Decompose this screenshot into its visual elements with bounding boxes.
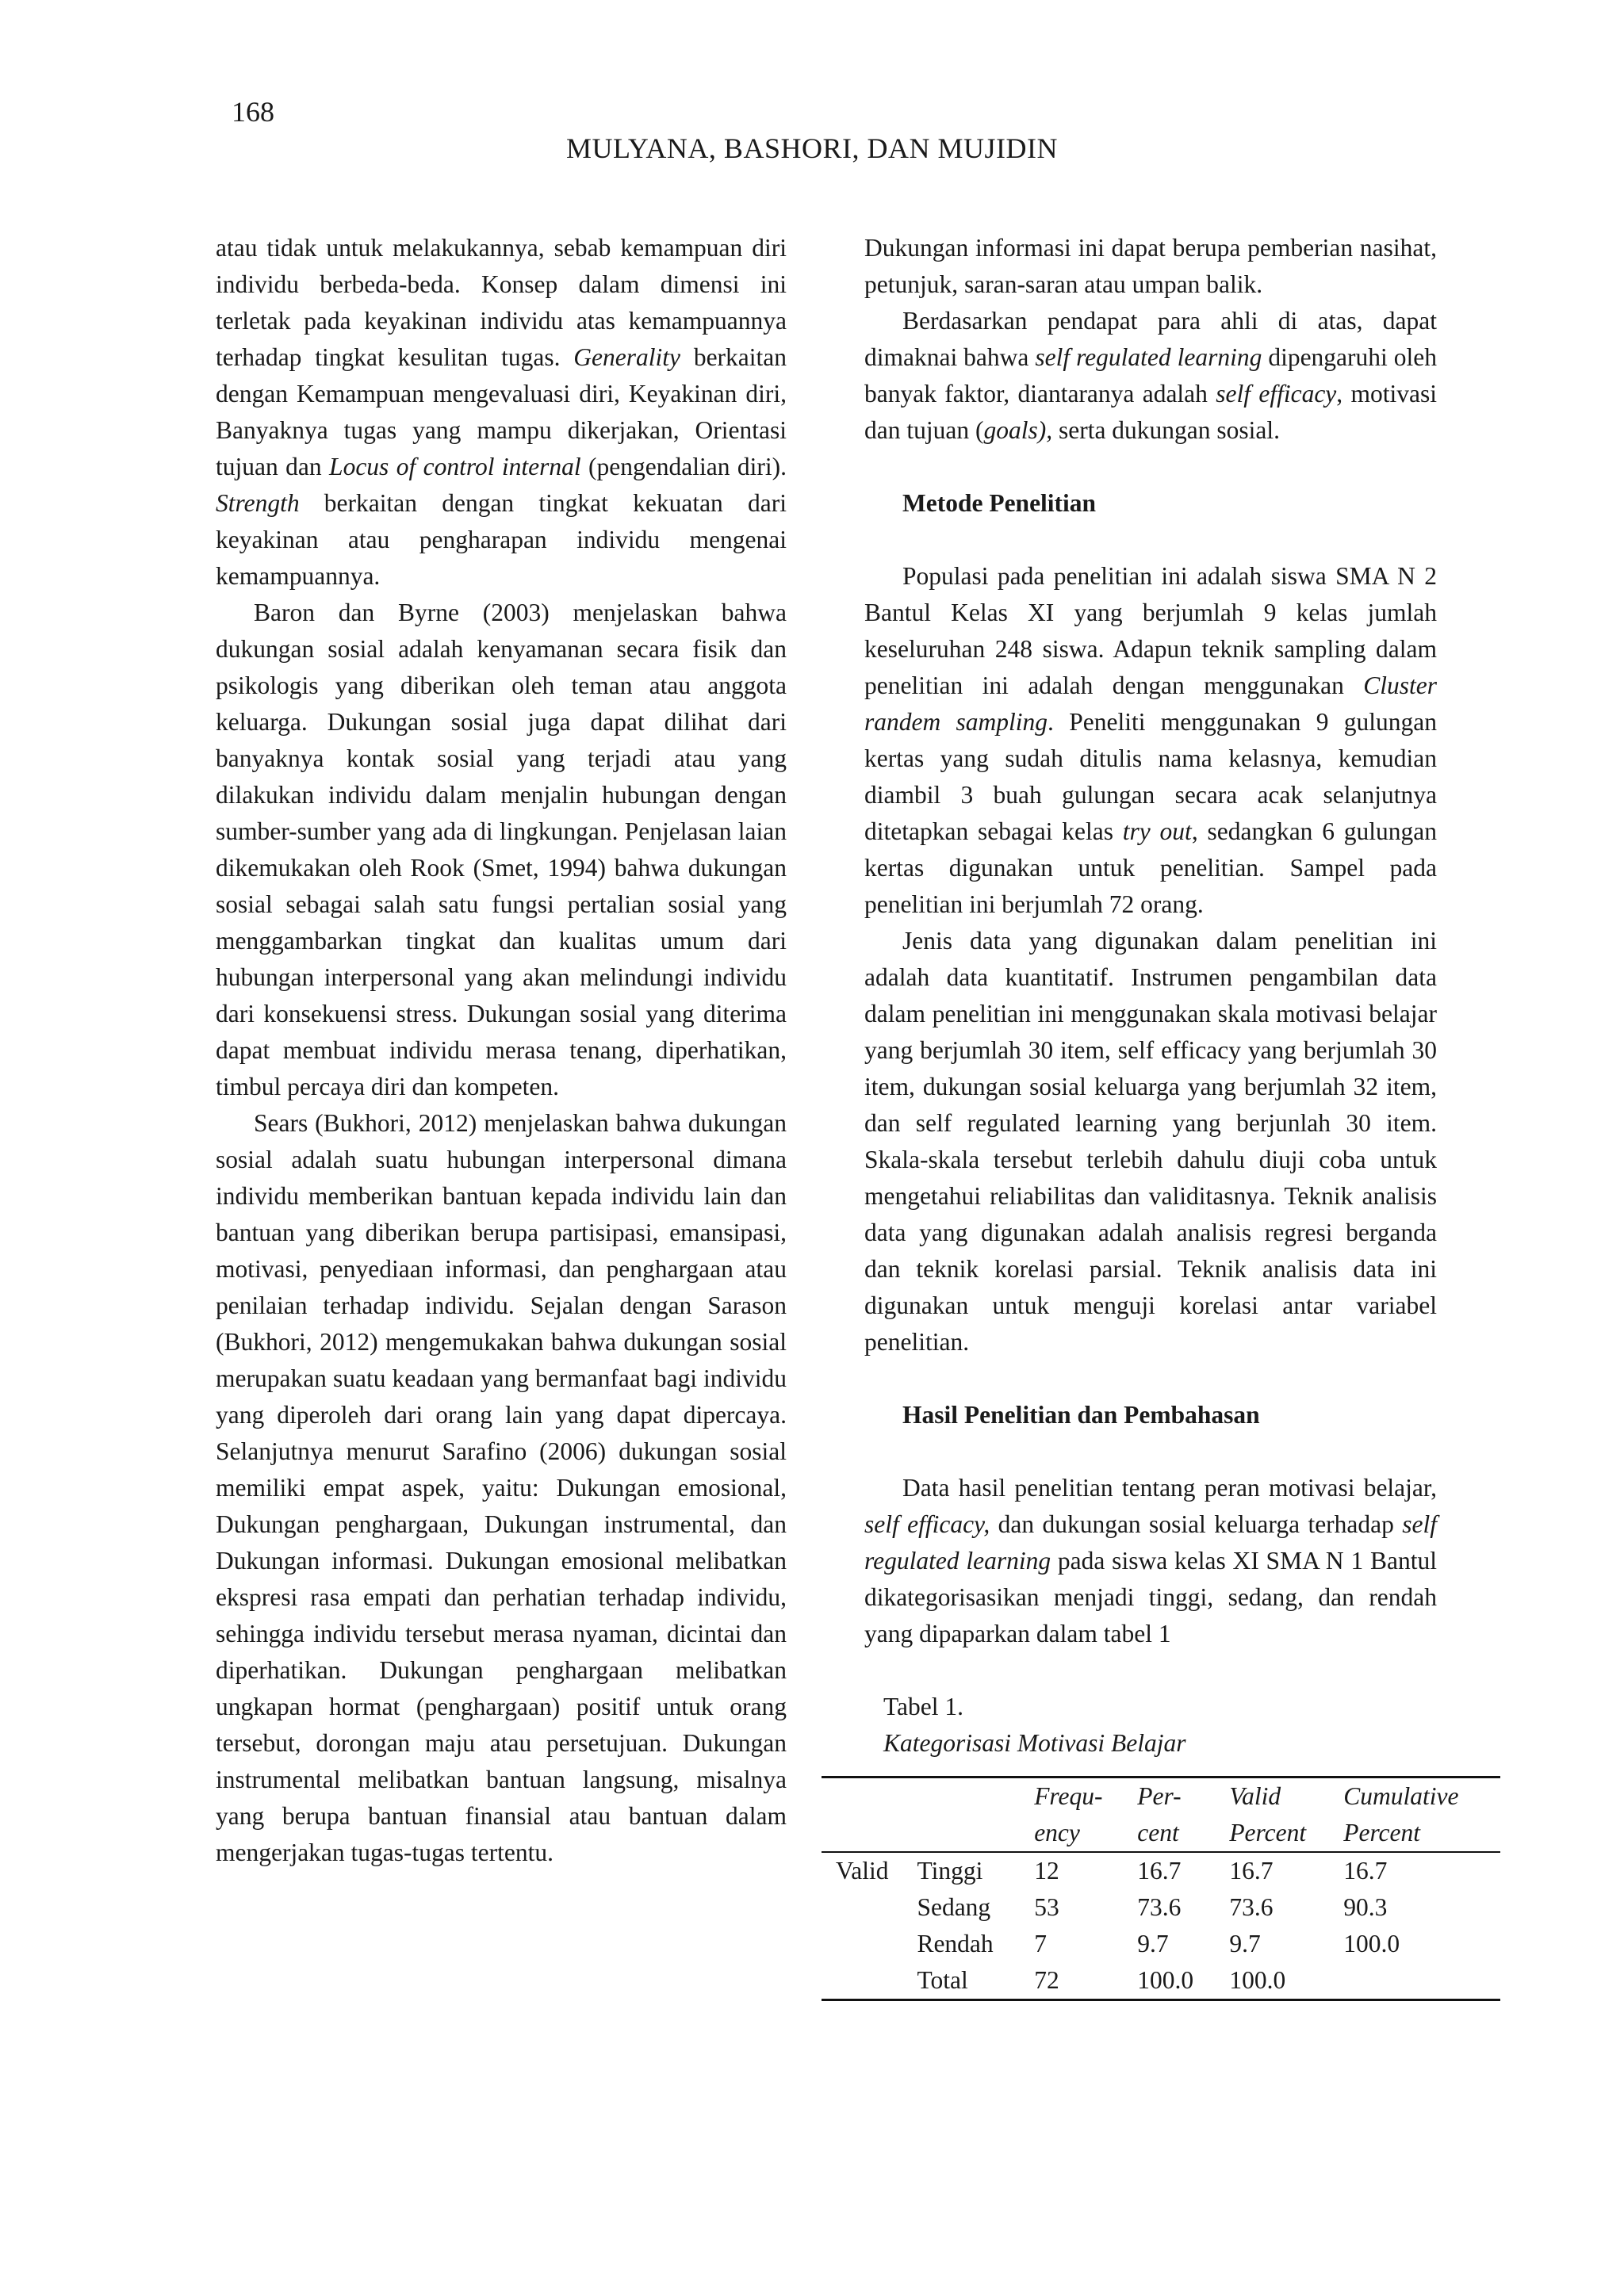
paragraph-berdasarkan: Berdasarkan pendapat para ahli di atas, dapat dimaknai bahwa self regulated learning dipengaruhi oleh banyak faktor, diantaranya adalah self efficacy, motivasi dan tujuan (goals), serta dukungan sosial.	[864, 307, 1437, 444]
header-valid-percent: Valid Percent	[1229, 1782, 1307, 1846]
header-frequency: Frequ- ency	[1034, 1782, 1103, 1846]
paragraph-dukungan-informasi: Dukungan informasi ini dapat berupa pemberian nasihat, petunjuk, saran-saran atau umpan balik.	[864, 234, 1437, 298]
header-percent: Per- cent	[1137, 1782, 1182, 1846]
section-heading-metode: Metode Penelitian	[902, 489, 1097, 517]
running-head: MULYANA, BASHORI, DAN MUJIDIN	[566, 132, 1058, 164]
categorization-table	[822, 1776, 1500, 2001]
paragraph-populasi: Populasi pada penelitian ini adalah siswa SMA N 2 Bantul Kelas XI yang berjumlah 9 kelas jumlah keseluruhan 248 siswa. Adapun teknik sampling dalam penelitian ini adalah dengan menggunakan Cluster randem sampling. Peneliti menggunakan 9 gulungan kertas yang sudah ditulis nama kelasnya, kemudian diambil 3 buah gulungan secara acak selanjutnya ditetapkan sebagai kelas try out, sedangkan 6 gulungan kertas digunakan untuk penelitian. Sampel pada penelitian ini berjumlah 72 orang.	[864, 562, 1438, 918]
page-number: 168	[232, 96, 274, 128]
left-column	[216, 230, 787, 1871]
table-label: Tabel 1.	[883, 1693, 964, 1720]
table-title: Kategorisasi Motivasi Belajar	[883, 1729, 1186, 1757]
table-caption	[883, 1689, 1437, 1762]
header-cumulative-percent: Cumulative Percent	[1343, 1782, 1459, 1846]
table-header-row	[822, 1777, 1500, 1853]
paragraph-self-efficacy-dimensions: atau tidak untuk melakukannya, sebab kemampuan diri individu berbeda-beda. Konsep dalam dimensi ini terletak pada keyakinan individu atas kemampuannya terhadap tingkat kesulitan tugas. Generality berkaitan dengan Kemampuan mengevaluasi diri, Keyakinan diri, Banyaknya tugas yang mampu dikerjakan, Orientasi tujuan dan Locus of control internal (pengendalian diri). Strength berkaitan dengan tingkat kekuatan dari keyakinan atau pengharapan individu mengenai kemampuannya.	[216, 234, 787, 590]
table-row: Valid Tinggi 12 16.7 16.7 16.7	[836, 1857, 1388, 1885]
table-row: Rendah 7 9.7 9.7 100.0	[917, 1930, 1400, 1957]
table-row: Total 72 100.0 100.0	[822, 1962, 1500, 2000]
table-row: Sedang 53 73.6 73.6 90.3	[917, 1893, 1388, 1921]
section-heading-hasil: Hasil Penelitian dan Pembahasan	[902, 1401, 1260, 1429]
right-column	[836, 230, 1459, 2001]
paragraph-sears: Sears (Bukhori, 2012) menjelaskan bahwa dukungan sosial adalah suatu hubungan interpersonal dimana individu memberikan bantuan kepada individu lain dan bantuan yang diberikan berupa partisipasi, emansipasi, motivasi, penyediaan informasi, dan penghargaan atau penilaian terhadap individu. Sejalan dengan Sarason (Bukhori, 2012) mengemukakan bahwa dukungan sosial merupakan suatu keadaan yang bermanfaat bagi individu yang diperoleh dari orang lain yang dapat dipercaya. Selanjutnya menurut Sarafino (2006) dukungan sosial memiliki empat aspek, yaitu: Dukungan emosional, Dukungan penghargaan, Dukungan instrumental, dan Dukungan informasi. Dukungan emosional melibatkan ekspresi rasa empati dan perhatian terhadap individu, sehingga individu tersebut merasa nyaman, dicintai dan diperhatikan. Dukungan penghargaan melibatkan ungkapan hormat (penghargaan) positif untuk orang tersebut, dorongan maju atau persetujuan. Dukungan instrumental melibatkan bantuan langsung, misalnya yang berupa bantuan finansial atau bantuan dalam mengerjakan tugas-tugas tertentu.	[216, 1109, 787, 1866]
paragraph-jenis-data: Jenis data yang digunakan dalam penelitian ini adalah data kuantitatif. Instrumen pengambilan data dalam penelitian ini menggunakan skala motivasi belajar yang berjumlah 30 item, self efficacy yang berjumlah 30 item, dukungan sosial keluarga yang berjumlah 32 item, dan self regulated learning yang berjunlah 30 item. Skala-skala tersebut terlebih dahulu diuji coba untuk mengetahui reliabilitas dan validitasnya. Teknik analisis data yang digunakan adalah analisis regresi berganda dan teknik korelasi parsial. Teknik analisis data ini digunakan untuk menguji korelasi antar variabel penelitian.	[864, 927, 1437, 1356]
paragraph-baron-byrne: Baron dan Byrne (2003) menjelaskan bahwa dukungan sosial adalah kenyamanan secara fisik dan psikologis yang diberikan oleh teman atau anggota keluarga. Dukungan sosial juga dapat dilihat dari banyaknya kontak sosial yang terjadi atau yang dilakukan individu dalam menjalin hubungan dengan sumber-sumber yang ada di lingkungan. Penjelasan laian dikemukakan oleh Rook (Smet, 1994) bahwa dukungan sosial sebagai salah satu fungsi pertalian sosial yang menggambarkan tingkat dan kualitas umum dari hubungan interpersonal yang akan melindungi individu dari konsekuensi stress. Dukungan sosial yang diterima dapat membuat individu merasa tenang, diperhatikan, timbul percaya diri dan kompeten.	[216, 599, 787, 1100]
paragraph-data-hasil: Data hasil penelitian tentang peran motivasi belajar, self efficacy, dan dukungan sosial keluarga terhadap self regulated learning pada siswa kelas XI SMA N 1 Bantul dikategorisasikan menjadi tinggi, sedang, dan rendah yang dipaparkan dalam tabel 1	[864, 1474, 1438, 1647]
